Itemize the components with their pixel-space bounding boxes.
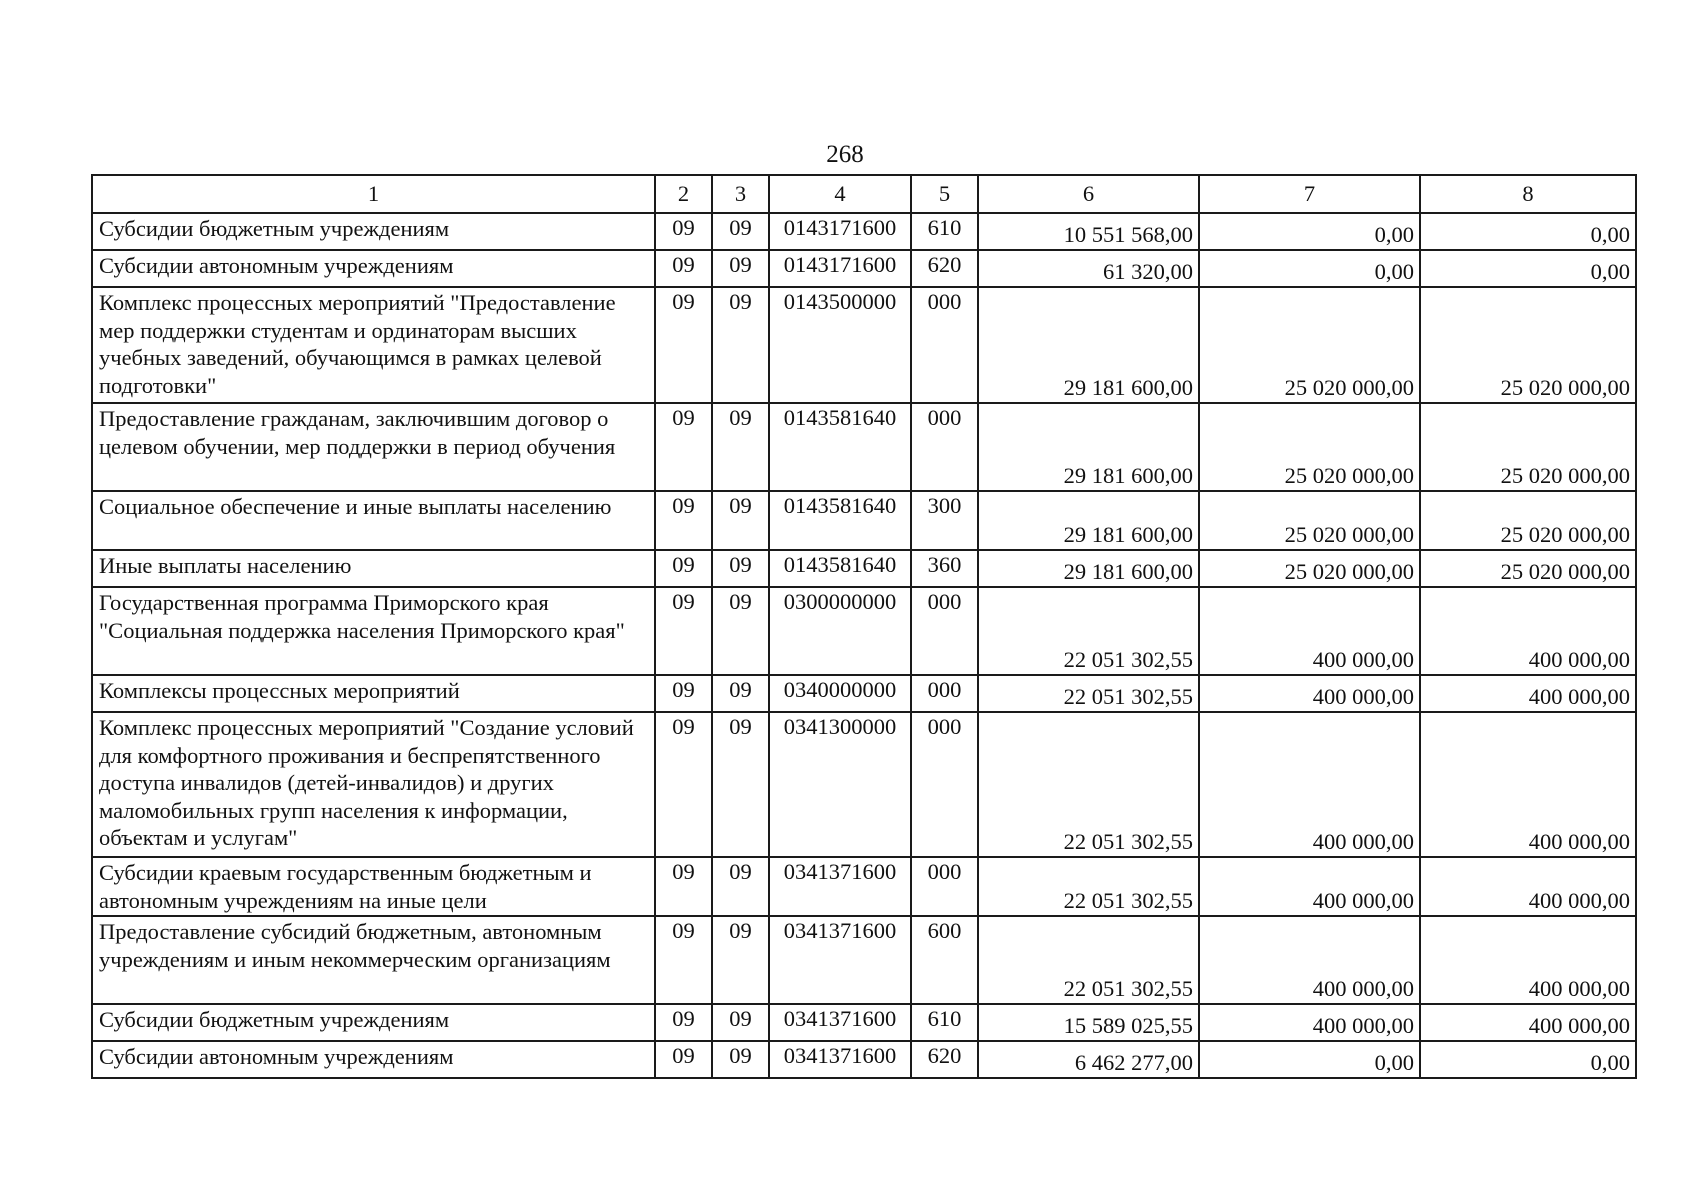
table-row [92,857,1636,916]
row-name: Иные выплаты населению [92,550,655,587]
row-name: Предоставление гражданам, заключившим договор о целевом обучении, мер поддержки в период обучения [92,403,655,491]
table-row [92,403,1636,491]
row-amount-col7: 0,00 [1199,250,1420,287]
column-header: 5 [911,175,978,213]
row-amount-col6: 29 181 600,00 [978,287,1199,403]
row-amount-col6: 22 051 302,55 [978,712,1199,857]
column-header: 2 [655,175,712,213]
row-subsection: 09 [712,857,769,916]
row-amount-col6: 22 051 302,55 [978,675,1199,712]
row-expense-type: 300 [911,491,978,550]
row-expense-type: 610 [911,1004,978,1041]
column-header: 3 [712,175,769,213]
row-subsection: 09 [712,675,769,712]
row-subsection: 09 [712,250,769,287]
row-amount-col8: 25 020 000,00 [1420,491,1636,550]
row-expense-type: 000 [911,857,978,916]
column-header: 1 [92,175,655,213]
page-number: 268 [826,141,864,168]
row-amount-col6: 15 589 025,55 [978,1004,1199,1041]
row-amount-col8: 400 000,00 [1420,857,1636,916]
row-amount-col6: 6 462 277,00 [978,1041,1199,1078]
row-amount-col6: 29 181 600,00 [978,403,1199,491]
row-section: 09 [655,287,712,403]
row-name: Комплекс процессных мероприятий "Предоставление мер поддержки студентам и ординаторам высших учебных заведений, обучающимся в рамках целевой подготовки" [92,287,655,403]
row-amount-col7: 25 020 000,00 [1199,491,1420,550]
row-amount-col7: 25 020 000,00 [1199,287,1420,403]
row-subsection: 09 [712,491,769,550]
row-amount-col8: 400 000,00 [1420,712,1636,857]
row-subsection: 09 [712,213,769,250]
row-amount-col6: 29 181 600,00 [978,491,1199,550]
row-expense-type: 000 [911,712,978,857]
row-subsection: 09 [712,916,769,1004]
table-row [92,550,1636,587]
row-subsection: 09 [712,1041,769,1078]
row-name: Комплексы процессных мероприятий [92,675,655,712]
row-section: 09 [655,403,712,491]
row-target-code: 0341371600 [769,857,911,916]
row-amount-col8: 400 000,00 [1420,675,1636,712]
row-amount-col8: 400 000,00 [1420,587,1636,675]
row-expense-type: 000 [911,675,978,712]
row-amount-col8: 400 000,00 [1420,1004,1636,1041]
row-target-code: 0340000000 [769,675,911,712]
row-amount-col8: 0,00 [1420,250,1636,287]
row-target-code: 0143581640 [769,403,911,491]
row-section: 09 [655,675,712,712]
row-name: Комплекс процессных мероприятий "Создание условий для комфортного проживания и беспрепятственного доступа инвалидов (детей-инвалидов) и других маломобильных групп населения к информации, объектам и услугам" [92,712,655,857]
row-amount-col6: 22 051 302,55 [978,587,1199,675]
table-row [92,587,1636,675]
column-header: 6 [978,175,1199,213]
row-target-code: 0341371600 [769,1004,911,1041]
row-expense-type: 620 [911,250,978,287]
row-amount-col6: 29 181 600,00 [978,550,1199,587]
row-amount-col7: 400 000,00 [1199,587,1420,675]
column-header: 8 [1420,175,1636,213]
row-amount-col8: 25 020 000,00 [1420,550,1636,587]
row-amount-col8: 0,00 [1420,213,1636,250]
row-section: 09 [655,1004,712,1041]
row-target-code: 0300000000 [769,587,911,675]
header-row [92,175,1636,213]
row-subsection: 09 [712,712,769,857]
row-target-code: 0341300000 [769,712,911,857]
row-section: 09 [655,1041,712,1078]
row-amount-col7: 0,00 [1199,213,1420,250]
row-section: 09 [655,491,712,550]
row-amount-col7: 400 000,00 [1199,675,1420,712]
row-section: 09 [655,550,712,587]
row-target-code: 0143171600 [769,213,911,250]
table-row [92,491,1636,550]
row-amount-col8: 0,00 [1420,1041,1636,1078]
row-subsection: 09 [712,550,769,587]
row-name: Субсидии краевым государственным бюджетным и автономным учреждениям на иные цели [92,857,655,916]
row-amount-col8: 400 000,00 [1420,916,1636,1004]
row-amount-col7: 400 000,00 [1199,857,1420,916]
row-name: Предоставление субсидий бюджетным, автономным учреждениям и иным некоммерческим организациям [92,916,655,1004]
row-section: 09 [655,213,712,250]
row-name: Субсидии бюджетным учреждениям [92,1004,655,1041]
budget-table [91,174,1637,1079]
row-subsection: 09 [712,287,769,403]
row-name: Социальное обеспечение и иные выплаты населению [92,491,655,550]
table-row [92,1004,1636,1041]
table-row [92,916,1636,1004]
row-name: Субсидии автономным учреждениям [92,1041,655,1078]
row-expense-type: 000 [911,403,978,491]
row-expense-type: 360 [911,550,978,587]
row-subsection: 09 [712,403,769,491]
row-target-code: 0341371600 [769,1041,911,1078]
row-amount-col7: 400 000,00 [1199,712,1420,857]
row-amount-col6: 22 051 302,55 [978,916,1199,1004]
table-row [92,712,1636,857]
row-amount-col8: 25 020 000,00 [1420,403,1636,491]
row-target-code: 0341371600 [769,916,911,1004]
row-subsection: 09 [712,1004,769,1041]
table-row [92,1041,1636,1078]
row-amount-col7: 25 020 000,00 [1199,550,1420,587]
table-row [92,287,1636,403]
row-amount-col6: 22 051 302,55 [978,857,1199,916]
row-name: Государственная программа Приморского края "Социальная поддержка населения Приморского края" [92,587,655,675]
row-amount-col6: 10 551 568,00 [978,213,1199,250]
row-expense-type: 620 [911,1041,978,1078]
row-name: Субсидии бюджетным учреждениям [92,213,655,250]
column-header: 4 [769,175,911,213]
row-amount-col7: 0,00 [1199,1041,1420,1078]
row-amount-col7: 25 020 000,00 [1199,403,1420,491]
table-row [92,250,1636,287]
row-amount-col7: 400 000,00 [1199,916,1420,1004]
table-row [92,675,1636,712]
row-subsection: 09 [712,587,769,675]
row-target-code: 0143581640 [769,491,911,550]
row-section: 09 [655,857,712,916]
row-target-code: 0143171600 [769,250,911,287]
row-section: 09 [655,712,712,857]
table-row [92,213,1636,250]
row-section: 09 [655,916,712,1004]
row-section: 09 [655,250,712,287]
row-expense-type: 610 [911,213,978,250]
row-amount-col7: 400 000,00 [1199,1004,1420,1041]
row-amount-col8: 25 020 000,00 [1420,287,1636,403]
row-section: 09 [655,587,712,675]
column-header: 7 [1199,175,1420,213]
row-name: Субсидии автономным учреждениям [92,250,655,287]
row-target-code: 0143500000 [769,287,911,403]
row-expense-type: 000 [911,587,978,675]
row-amount-col6: 61 320,00 [978,250,1199,287]
row-target-code: 0143581640 [769,550,911,587]
row-expense-type: 600 [911,916,978,1004]
row-expense-type: 000 [911,287,978,403]
